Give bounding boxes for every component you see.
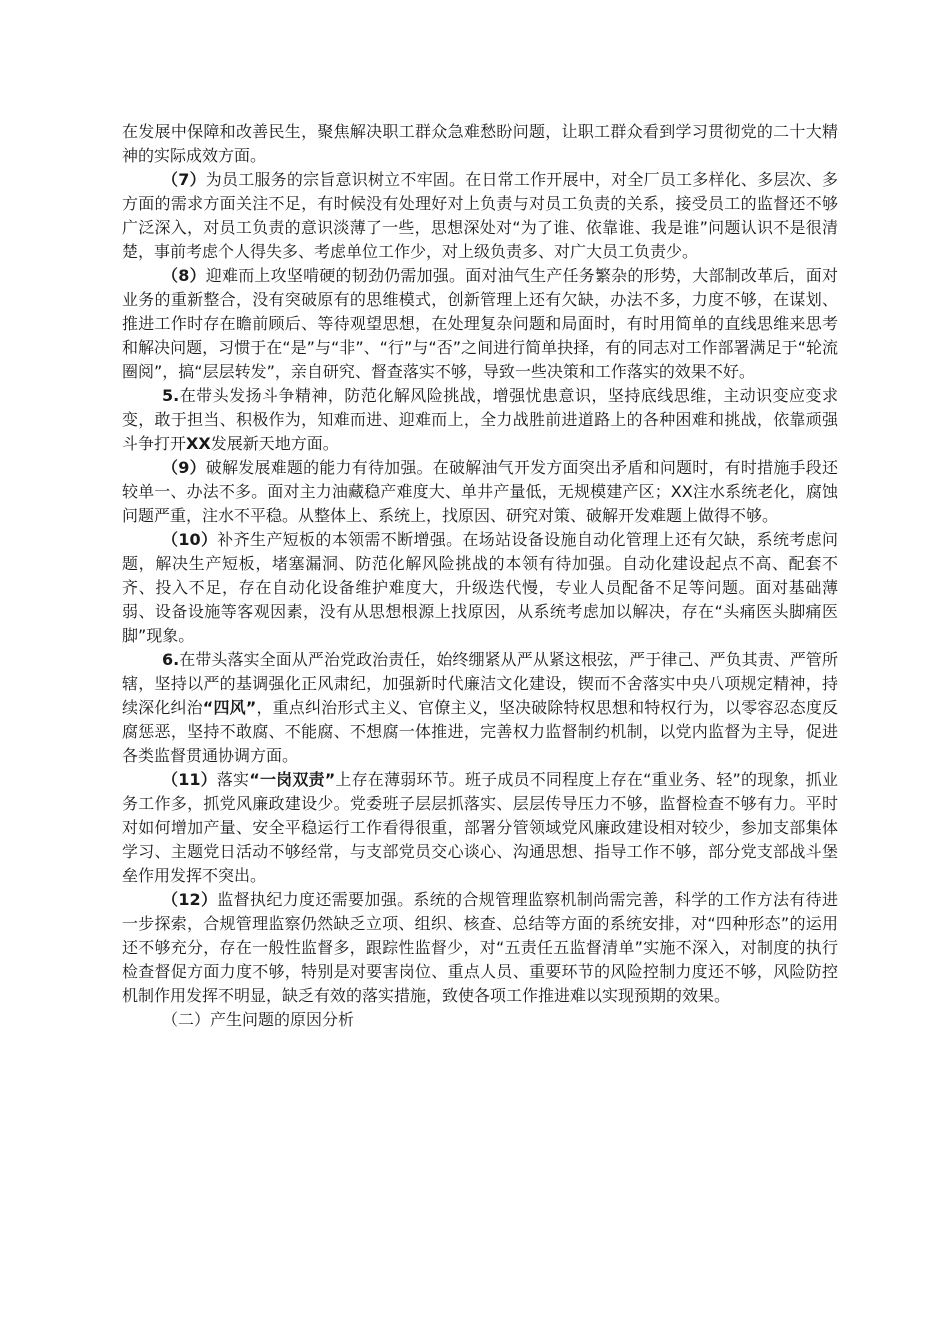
- bold-text: “一岗双责”: [249, 770, 336, 789]
- paragraph-text: 补齐生产短板的本领需不断增强。在场站设备设施自动化管理上还有欠缺，系统考虑问题，解决生产短板，堵塞漏洞、防范化解风险挑战的本领有待加强。自动化建设起点不高、配套不齐、投入不足，存在自动化设备维护难度大，升级迭代慢，专业人员配备不足等问题。面对基础薄弱、设备设施等客观因素，没有从思想根源上找原因，从系统考虑加以解决，存在“头痛医头脚痛医脚”现象。: [122, 530, 838, 645]
- item-number: （11）: [162, 770, 217, 789]
- paragraph-item-12: [122, 888, 838, 1008]
- section-number: 6.: [162, 650, 180, 669]
- item-number: （7）: [162, 170, 206, 189]
- item-number: （12）: [162, 890, 218, 909]
- bold-text: “四风”: [202, 698, 257, 717]
- paragraph-item-8: [122, 264, 838, 384]
- paragraph-item-7: [122, 168, 838, 264]
- paragraph-section-5: [122, 384, 838, 456]
- section-number: 5.: [162, 386, 180, 405]
- paragraph-text: 上存在薄弱环节。班子成员不同程度上存在“重业务、轻”的现象，抓业务工作多，抓党风廉政建设少。党委班子层层抓落实、层层传导压力不够，监督检查不够有力。平时对如何增加产量、安全平稳运行工作看得很重，部署分管领域党风廉政建设相对较少，参加支部集体学习、主题党日活动不够经常，与支部党员交心谈心、沟通思想、指导工作不够，部分党支部战斗堡垒作用发挥不突出。: [122, 770, 838, 885]
- bold-text: XX: [186, 434, 211, 453]
- paragraph-text-pre: 落实: [216, 770, 250, 789]
- document-page: [122, 120, 838, 1032]
- paragraph-item-9: [122, 456, 838, 528]
- paragraph-text: 迎难而上攻坚啃硬的韧劲仍需加强。面对油气生产任务繁杂的形势，大部制改革后，面对业务的重新整合，没有突破原有的思维模式，创新管理上还有欠缺，办法不多，力度不够，在谋划、推进工作时存在瞻前顾后、等待观望思想，在处理复杂问题和局面时，有时用简单的直线思维来思考和解决问题，习惯于在“是”与“非”、“行”与“否”之间进行简单抉择，有的同志对工作部署满足于“轮流圈阅”，搞“层层转发”，亲自研究、督查落实不够，导致一些决策和工作落实的效果不好。: [122, 266, 838, 381]
- paragraph-text: 在带头发扬斗争精神，防范化解风险挑战，增强忧患意识，坚持底线思维，主动识变应变求变，敢于担当、积极作为，知难而进、迎难而上，全力战胜前进道路上的各种困难和挑战，依靠顽强斗争打开: [122, 386, 838, 453]
- paragraph-text-tail: ，重点纠治形式主义、官僚主义，坚决破除特权思想和特权行为，以零容忍态度反腐惩恶，坚持不敢腐、不能腐、不想腐一体推进，完善权力监督制约机制，以党内监督为主导，促进各类监督贯通协调方面。: [122, 698, 838, 765]
- paragraph-continued: [122, 120, 838, 168]
- paragraph-item-10: [122, 528, 838, 648]
- subheading-cause-analysis: [122, 1008, 838, 1032]
- item-number: （9）: [162, 458, 206, 477]
- paragraph-section-6: [122, 648, 838, 768]
- paragraph-text: 破解发展难题的能力有待加强。在破解油气开发方面突出矛盾和问题时，有时措施手段还较单一、办法不多。面对主力油藏稳产难度大、单井产量低，无规模建产区；XX注水系统老化，腐蚀问题严重，注水不平稳。从整体上、系统上，找原因、研究对策、破解开发难题上做得不够。: [122, 458, 838, 525]
- item-number: （10）: [162, 530, 218, 549]
- paragraph-text: 在发展中保障和改善民生，聚焦解决职工群众急难愁盼问题，让职工群众看到学习贯彻党的二十大精神的实际成效方面。: [122, 122, 838, 165]
- item-number: （8）: [162, 266, 206, 285]
- paragraph-text: 监督执纪力度还需要加强。系统的合规管理监察机制尚需完善，科学的工作方法有待进一步探索，合规管理监察仍然缺乏立项、组织、核查、总结等方面的系统安排，对“四种形态”的运用还不够充分，存在一般性监督多，跟踪性监督少，对“五责任五监督清单”实施不深入，对制度的执行检查督促方面力度不够，特别是对要害岗位、重点人员、重要环节的风险控制力度还不够，风险防控机制作用发挥不明显，缺乏有效的落实措施，致使各项工作推进难以实现预期的效果。: [122, 890, 838, 1005]
- paragraph-item-11: [122, 768, 838, 888]
- paragraph-text: 在带头落实全面从严治党政治责任，始终绷紧从严从紧这根弦，严于律己、严负其责、严管所辖，坚持以严的基调强化正风肃纪，加强新时代廉洁文化建设，锲而不舍落实中央八项规定精神，持续深化纠治: [122, 650, 838, 717]
- subheading-text: （二）产生问题的原因分析: [162, 1010, 355, 1029]
- paragraph-text: 为员工服务的宗旨意识树立不牢固。在日常工作开展中，对全厂员工多样化、多层次、多方面的需求方面关注不足，有时候没有处理好对上负责与对员工负责的关系，接受员工的监督还不够广泛深入，对员工负责的意识淡薄了一些，思想深处对“为了谁、依靠谁、我是谁”问题认识不是很清楚，事前考虑个人得失多、考虑单位工作少，对上级负责多、对广大员工负责少。: [122, 170, 838, 261]
- paragraph-text-tail: 发展新天地方面。: [210, 434, 339, 453]
